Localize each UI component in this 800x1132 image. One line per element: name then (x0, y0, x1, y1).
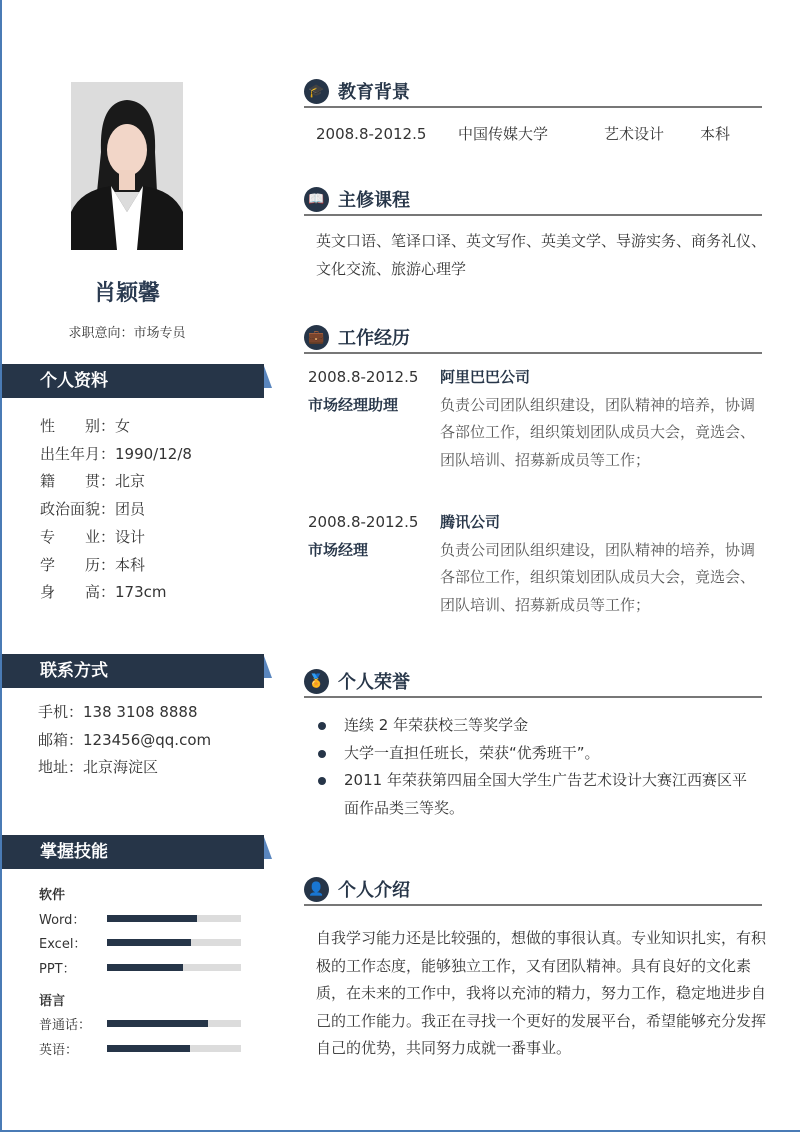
section-title: 主修课程 (338, 190, 410, 211)
skill-word (39, 906, 249, 931)
language-label: 语言 (39, 993, 66, 1009)
skill-bar (107, 915, 241, 922)
job-company: 腾讯公司 (440, 513, 501, 531)
honor-item: 连续 2 年荣获校三等奖学金 (318, 712, 764, 740)
edu-school: 中国传媒大学 (458, 125, 549, 143)
section-title: 教育背景 (338, 82, 410, 103)
info-row: 籍 贯：北京 (40, 472, 146, 491)
intro-text: 自我学习能力还是比较强的，想做的事很认真。专业知识扎实，有积极的工作态度，能够独立工作，又有团队精神。具有良好的文化素质，在未来的工作中，我将以充沛的精力，努力工作，稳定地进步自己的工作能力。我正在寻找一个更好的发展平台，希望能够充分发挥自己的优势，共同努力成就一番事业。 (316, 929, 767, 1057)
skill-bar-fill (107, 915, 197, 922)
graduation-cap-icon: 🎓 (304, 79, 329, 104)
courses-text: 英文口语、笔译口译、英文写作、英美文学、导游实务、商务礼仪、文化交流、旅游心理学 (316, 232, 767, 278)
job-position: 市场经理 (308, 540, 369, 559)
courses-header (304, 184, 762, 216)
skill-name: 英语： (39, 1042, 79, 1058)
skill-bar (107, 964, 241, 971)
briefcase-icon: 💼 (304, 325, 329, 350)
sidebar (2, 0, 272, 1132)
contact-email: 邮箱：123456@qq.com (38, 730, 212, 749)
personal-info-list (40, 413, 192, 607)
skill-mandarin (39, 1012, 249, 1037)
software-label: 软件 (39, 888, 66, 903)
skill-bar-fill (107, 1020, 208, 1027)
info-row: 性 别：女 (40, 417, 131, 435)
skill-excel (39, 931, 249, 956)
skill-name: PPT： (39, 961, 76, 977)
education-header (304, 76, 762, 108)
profile-photo (71, 82, 183, 250)
info-row: 政治面貌：团员 (40, 500, 146, 519)
info-row: 专 业：设计 (40, 527, 146, 546)
job-period: 2008.8-2012.5 (308, 368, 419, 386)
skill-bar-fill (107, 939, 191, 946)
honor-item: 大学一直担任班长，荣获“优秀班干”。 (318, 740, 764, 768)
skill-name: 普通话： (39, 1018, 92, 1034)
contact-list (38, 699, 211, 782)
personal-info-header: 个人资料 (2, 364, 264, 398)
skill-bar (107, 939, 241, 946)
honor-item: 2011 年荣获第四届全国大学生广告艺术设计大赛江西赛区平 面作品类三等奖。 (318, 767, 764, 822)
contact-address: 地址：北京海淀区 (38, 758, 159, 777)
skill-bar-fill (107, 964, 183, 971)
honors-list (318, 712, 764, 822)
section-title: 个人荣誉 (338, 672, 410, 693)
job-company: 阿里巴巴公司 (440, 368, 531, 386)
skill-bar (107, 1045, 241, 1052)
job-description: 负责公司团队组织建设，团队精神的培养，协调各部位工作，组织策划团队成员大会，竟选会、团队培训、招募新成员等工作； (440, 395, 756, 469)
skills-header: 掌握技能 (2, 835, 264, 869)
skill-ppt (39, 955, 249, 980)
honors-header (304, 666, 762, 698)
contact-phone: 手机：138 3108 8888 (38, 703, 198, 721)
education-row (316, 121, 768, 149)
book-icon: 📖 (304, 187, 329, 212)
info-row: 出生年月：1990/12/8 (40, 444, 192, 463)
skill-english (39, 1036, 249, 1061)
job-description: 负责公司团队组织建设，团队精神的培养，协调各部位工作，组织策划团队成员大会，竟选会、团队培训、招募新成员等工作； (440, 540, 756, 614)
skill-bar (107, 1020, 241, 1027)
contact-header: 联系方式 (2, 654, 264, 688)
job-period: 2008.8-2012.5 (308, 513, 419, 531)
section-title: 个人介绍 (338, 880, 410, 901)
section-title: 工作经历 (338, 328, 410, 349)
edu-degree: 本科 (700, 125, 731, 143)
work-header (304, 322, 762, 354)
job-position: 市场经理助理 (308, 395, 399, 414)
edu-major: 艺术设计 (604, 125, 665, 143)
skill-name: Excel： (39, 937, 87, 953)
skills-list (39, 880, 249, 1061)
medal-icon: 🏅 (304, 669, 329, 694)
intro-header (304, 874, 762, 906)
edu-period: 2008.8-2012.5 (316, 125, 427, 143)
skill-name: Word： (39, 912, 86, 928)
skill-bar-fill (107, 1045, 190, 1052)
info-row: 学 历：本科 (40, 555, 146, 574)
candidate-name: 肖颖馨 (93, 281, 160, 306)
job-intent: 求职意向：市场专员 (68, 326, 186, 341)
user-icon: 👤 (304, 877, 329, 902)
info-row: 身 高：173cm (40, 583, 167, 602)
